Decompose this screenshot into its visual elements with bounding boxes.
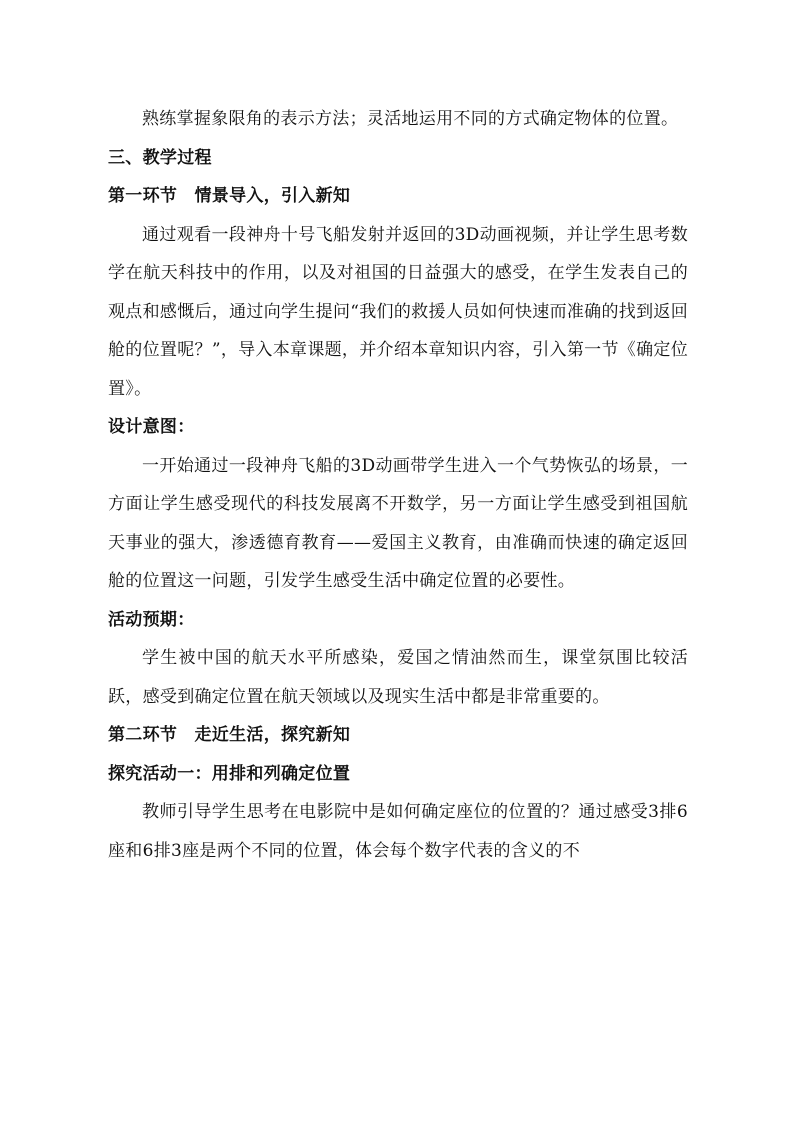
paragraph-objectives: 熟练掌握象限角的表示方法；灵活地运用不同的方式确定物体的位置。 [142,109,679,129]
paragraph-design-intent: 一开始通过一段神舟飞船的3D动画带学生进入一个气势恢弘的场景，一方面让学生感受现代的科技发展离不开数学，另一方面让学生感受到祖国航天事业的强大，渗透德育教育——爱国主义教育，由准确而快速的确定返回舱的位置这一问题，引发学生感受生活中确定位置的必要性。 [108,455,688,591]
document-body [108,100,688,870]
heading-inquiry-activity-1: 探究活动一：用排和列确定位置 [108,763,351,784]
heading-design-intent: 设计意图： [108,417,195,437]
stage-heading-2: 第二环节 走近生活，探究新知 [108,725,351,745]
paragraph-stage-1: 通过观看一段神舟十号飞船发射并返回的3D动画视频，并让学生思考数学在航天科技中的作用，以及对祖国的日益强大的感受，在学生发表自己的观点和感慨后，通过向学生提问“我们的救援人员如何快速而准确的找到返回舱的位置呢？”，导入本章课题，并介绍本章知识内容，引入第一节《确定位置》。 [108,224,688,399]
heading-activity-expectation: 活动预期： [108,609,195,630]
stage-heading-1: 第一环节 情景导入，引入新知 [108,186,351,206]
section-heading-teaching-process: 三、教学过程 [108,147,212,168]
paragraph-inquiry-activity-1: 教师引导学生思考在电影院中是如何确定座位的位置的？通过感受3排6座和6排3座是两个不同的位置，体会每个数字代表的含义的不 [108,802,688,861]
paragraph-activity-expectation: 学生被中国的航天水平所感染，爱国之情油然而生，课堂氛围比较活跃，感受到确定位置在航天领域以及现实生活中都是非常重要的。 [108,648,688,707]
